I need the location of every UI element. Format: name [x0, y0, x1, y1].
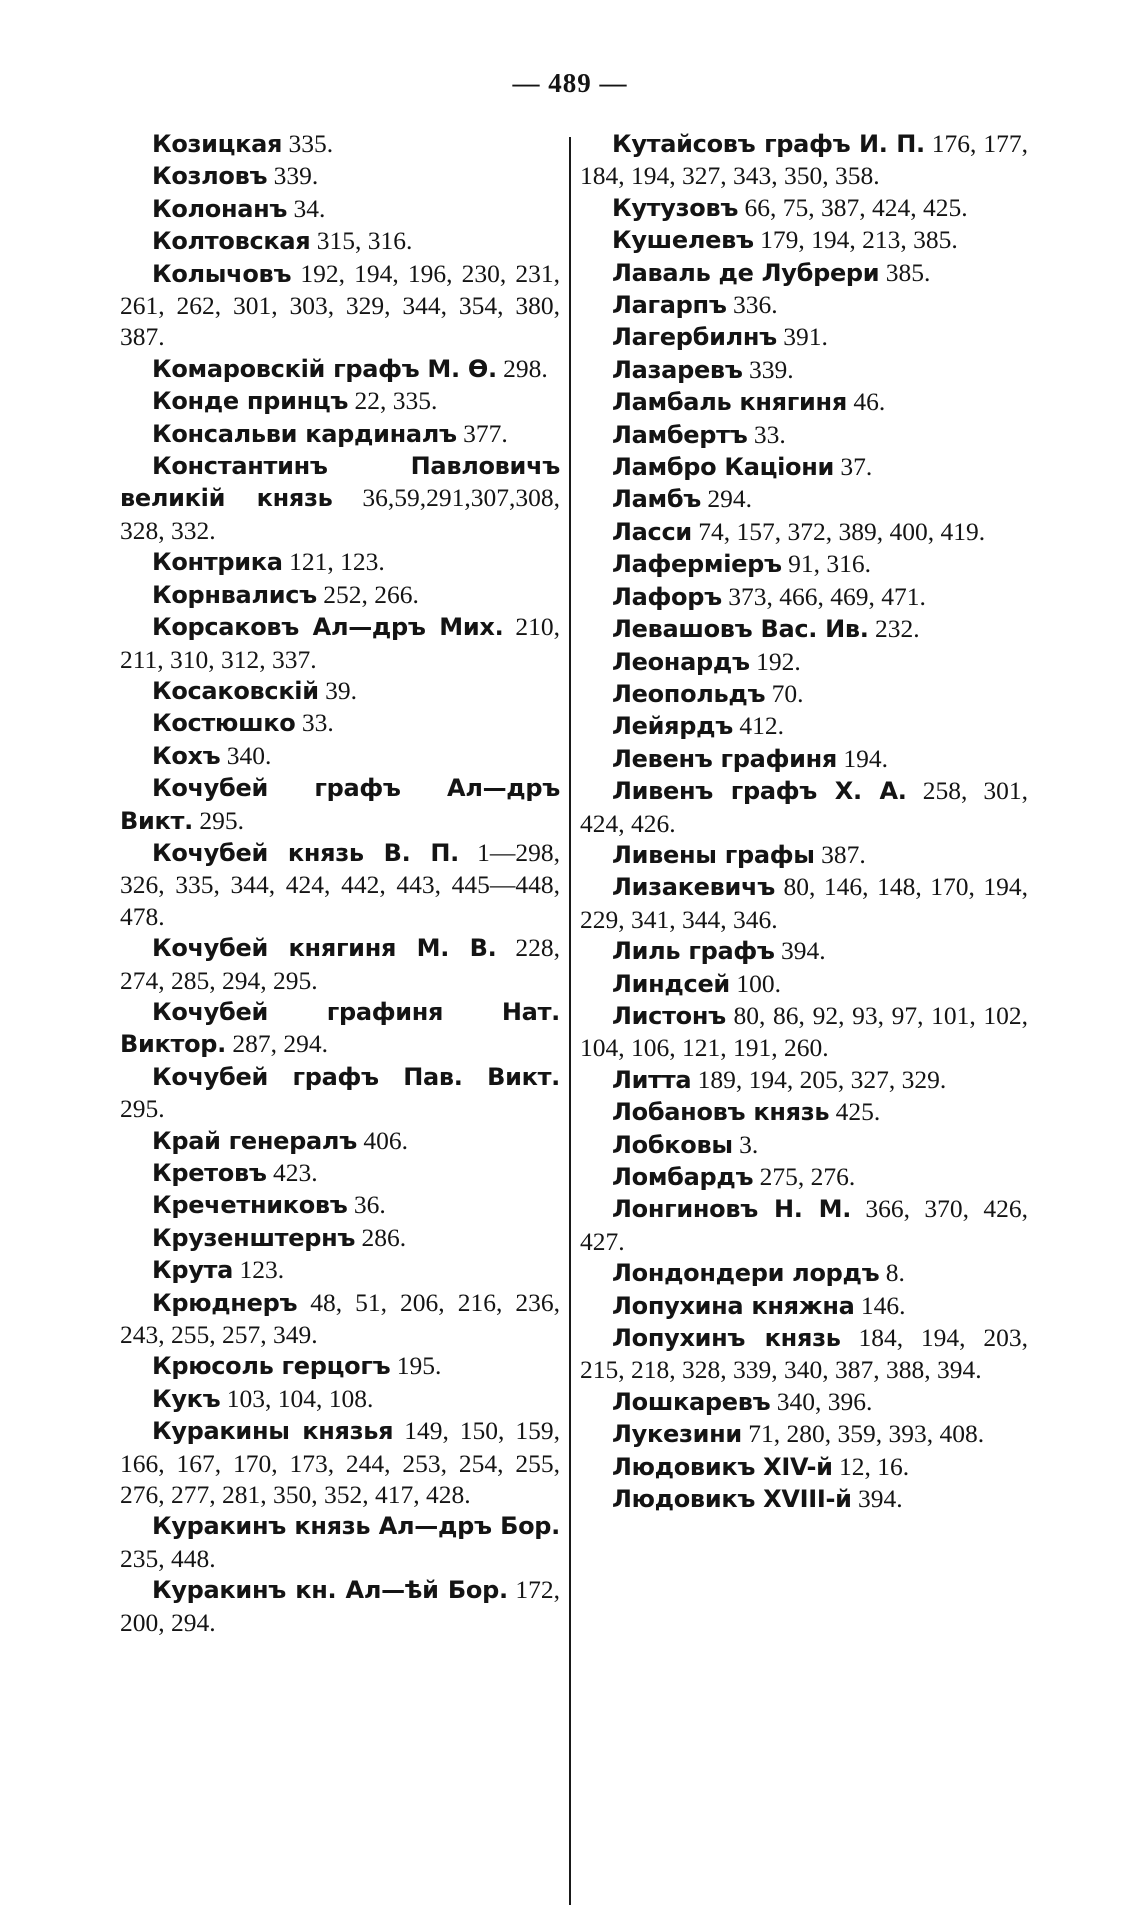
index-entry: [120, 1383, 560, 1415]
index-entry: [580, 386, 1028, 418]
entry-name: Кочубей княгиня М. В.: [152, 934, 497, 963]
column-divider: [569, 137, 571, 1905]
index-entry: [120, 675, 560, 707]
entry-name: Козловъ: [152, 162, 268, 191]
entry-page-refs: 39.: [325, 675, 358, 705]
index-entry: [120, 1254, 560, 1286]
index-entry: [580, 581, 1028, 613]
entry-page-refs: 33.: [301, 708, 334, 738]
index-entry: [580, 289, 1028, 321]
entry-page-refs: 228, 274, 285, 294, 295.: [120, 933, 560, 995]
entry-name: Кутайсовъ графъ И. П.: [612, 130, 925, 158]
index-entry: [120, 450, 560, 546]
entry-page-refs: 406.: [363, 1125, 408, 1155]
entry-page-refs: 340.: [226, 740, 272, 770]
entry-page-refs: 412.: [739, 711, 784, 741]
entry-name: Крузенштернъ: [152, 1223, 356, 1252]
index-entry: [120, 1510, 560, 1574]
entry-name: Людовикъ XVIII-й: [612, 1485, 852, 1514]
entry-name: Лобковы: [612, 1130, 733, 1159]
entry-name: Лопухинъ князь: [612, 1324, 841, 1353]
entry-name: Кочубей графиня Нат. Виктор.: [120, 997, 560, 1059]
entry-page-refs: 37.: [840, 452, 873, 482]
entry-page-refs: 210, 211, 310, 312, 337.: [120, 612, 560, 674]
index-entry: [120, 1061, 560, 1125]
entry-name: Леопольдъ: [612, 679, 766, 708]
entry-name: Листонъ: [612, 1001, 726, 1030]
index-entry: [580, 354, 1028, 386]
entry-page-refs: 36,59,291,307,308, 328, 332.: [120, 483, 560, 545]
entry-name: Ласси: [612, 517, 692, 546]
index-entry: [120, 418, 560, 450]
entry-name: Колтовская: [152, 227, 311, 256]
entry-page-refs: 339.: [748, 354, 794, 384]
entry-page-refs: 91, 316.: [788, 549, 871, 579]
entry-name: Кутузовъ: [612, 193, 739, 222]
index-entry: [580, 1451, 1028, 1483]
entry-page-refs: 232.: [875, 614, 920, 644]
entry-page-refs: 146.: [860, 1290, 906, 1320]
entry-name: Ломбардъ: [612, 1163, 754, 1191]
index-entry: [580, 516, 1028, 548]
index-entry: [580, 1322, 1028, 1386]
entry-page-refs: 3.: [739, 1129, 759, 1159]
entry-page-refs: 80, 86, 92, 93, 97, 101, 102, 104, 106, 121, 191, 260.: [580, 1000, 1029, 1063]
index-entry: [120, 128, 560, 160]
entry-name: Корсаковъ Ал—дръ Мих.: [152, 613, 504, 642]
entry-page-refs: 179, 194, 213, 385.: [760, 225, 958, 255]
index-entry: [120, 353, 560, 385]
entry-page-refs: 184, 194, 203, 215, 218, 328, 339, 340, 387, 388, 394.: [580, 1323, 1028, 1385]
index-entry: [580, 646, 1028, 678]
index-entry: [580, 839, 1028, 871]
index-entry: [120, 1574, 560, 1638]
index-entry: [120, 1287, 560, 1351]
index-entry: [580, 1483, 1028, 1515]
entry-name: Ламбро Каціони: [612, 453, 835, 482]
entry-name: Ламбертъ: [612, 420, 748, 449]
entry-page-refs: 195.: [396, 1351, 442, 1381]
entry-page-refs: 423.: [272, 1158, 318, 1187]
entry-page-refs: 394.: [858, 1484, 903, 1514]
index-entry: [120, 1189, 560, 1221]
entry-name: Лаферміеръ: [612, 550, 782, 579]
entry-page-refs: 335.: [288, 129, 334, 158]
entry-name: Кочубей графъ Пав. Викт.: [152, 1062, 560, 1091]
entry-page-refs: 340, 396.: [776, 1386, 873, 1416]
entry-page-refs: 34.: [293, 193, 326, 223]
index-entry: [120, 225, 560, 257]
index-entry: [120, 707, 560, 739]
entry-page-refs: 71, 280, 359, 393, 408.: [748, 1419, 985, 1449]
entry-name: Лагарпъ: [612, 291, 727, 320]
index-entry: [120, 579, 560, 611]
entry-page-refs: 22, 335.: [354, 386, 438, 416]
entry-page-refs: 192, 194, 196, 230, 231, 261, 262, 301, 303, 329, 344, 354, 380, 387.: [120, 258, 561, 352]
entry-page-refs: 373, 466, 469, 471.: [728, 581, 926, 611]
index-entry: [120, 611, 560, 675]
entry-name: Козицкая: [152, 130, 283, 158]
entry-name: Куракинъ князь Ал—дръ Бор.: [152, 1512, 560, 1541]
entry-page-refs: 46.: [853, 387, 886, 417]
index-entry: [580, 613, 1028, 645]
entry-name: Косаковскій: [152, 676, 319, 705]
entry-name: Кречетниковъ: [152, 1191, 348, 1220]
entry-page-refs: 123.: [239, 1255, 285, 1285]
index-entry: [120, 1125, 560, 1157]
entry-page-refs: 74, 157, 372, 389, 400, 419.: [698, 516, 986, 546]
index-entry: [580, 1386, 1028, 1418]
index-entry: [120, 546, 560, 578]
entry-page-refs: 295.: [199, 805, 244, 835]
index-entry: [120, 996, 560, 1061]
entry-page-refs: 315, 316.: [316, 226, 413, 256]
entry-name: Лиль графъ: [612, 937, 775, 966]
index-entry: [120, 772, 560, 837]
entry-name: Константинъ Павловичъ великій князь: [120, 452, 560, 513]
index-entry: [580, 1064, 1028, 1096]
entry-name: Контрика: [152, 548, 283, 577]
entry-name: Леонардъ: [612, 647, 750, 676]
index-entry: [580, 935, 1028, 967]
entry-page-refs: 192.: [756, 646, 801, 676]
entry-name: Кушелевъ: [612, 226, 754, 255]
entry-name: Линдсей: [612, 969, 730, 998]
entry-name: Костюшко: [152, 709, 296, 738]
entry-name: Кочубей графъ Ал—дръ Викт.: [120, 774, 560, 835]
entry-page-refs: 385.: [885, 257, 931, 287]
entry-page-refs: 394.: [781, 936, 826, 966]
index-entry: [580, 1290, 1028, 1322]
entry-page-refs: 1—298, 326, 335, 344, 424, 442, 443, 445—448, 478.: [120, 837, 560, 931]
index-entry: [580, 1193, 1028, 1257]
index-entry: [580, 483, 1028, 515]
index-entry: [580, 710, 1028, 742]
entry-name: Крюсоль герцогъ: [152, 1352, 391, 1381]
index-entry: [580, 321, 1028, 353]
entry-page-refs: 194.: [843, 743, 888, 773]
entry-page-refs: 287, 294.: [232, 1029, 328, 1059]
index-entry: [580, 548, 1028, 580]
entry-page-refs: 172, 200, 294.: [120, 1575, 560, 1637]
index-column-right: [580, 128, 1028, 1515]
index-entry: [580, 451, 1028, 483]
entry-page-refs: 189, 194, 205, 327, 329.: [697, 1064, 947, 1094]
index-entry: [580, 419, 1028, 451]
entry-name: Лизакевичъ: [612, 873, 775, 902]
index-entry: [580, 257, 1028, 289]
entry-page-refs: 366, 370, 426, 427.: [580, 1194, 1028, 1256]
index-entry: [120, 160, 560, 192]
entry-page-refs: 425.: [835, 1097, 881, 1127]
index-entry: [580, 224, 1028, 256]
entry-name: Ливенъ графъ Х. А.: [612, 777, 907, 806]
entry-name: Кохъ: [152, 741, 221, 770]
entry-page-refs: 339.: [273, 161, 319, 191]
entry-name: Колонанъ: [152, 194, 288, 223]
index-entry: [580, 775, 1028, 839]
index-entry: [120, 385, 560, 417]
entry-name: Куракины князья: [152, 1417, 394, 1446]
entry-name: Ламбаль княгиня: [612, 388, 847, 417]
index-entry: [120, 932, 560, 996]
entry-page-refs: 33.: [753, 419, 786, 449]
entry-name: Куракинъ кн. Ал—ѣй Бор.: [152, 1576, 508, 1605]
entry-name: Консальви кардиналъ: [152, 419, 457, 448]
entry-name: Лазаревъ: [612, 355, 743, 384]
index-entry: [580, 1129, 1028, 1161]
entry-name: Лошкаревъ: [612, 1387, 771, 1416]
entry-page-refs: 149, 150, 159, 166, 167, 170, 173, 244, 253, 254, 255, 276, 277, 281, 350, 352, 417, 428.: [120, 1416, 561, 1510]
entry-page-refs: 36.: [353, 1190, 386, 1220]
entry-name: Кукъ: [152, 1384, 221, 1413]
entry-page-refs: 286.: [361, 1222, 407, 1252]
index-entry: [120, 1222, 560, 1254]
index-entry: [120, 740, 560, 772]
entry-page-refs: 294.: [707, 484, 753, 514]
entry-page-refs: 252, 266.: [323, 579, 419, 609]
entry-page-refs: 8.: [885, 1258, 905, 1288]
entry-name: Корнвалисъ: [152, 580, 317, 609]
entry-name: Левашовъ Вас. Ив.: [612, 615, 869, 644]
entry-name: Конде принцъ: [152, 387, 349, 416]
entry-name: Левенъ графиня: [612, 744, 837, 773]
index-entry: [120, 1157, 560, 1189]
entry-name: Кочубей князь В. П.: [152, 838, 459, 867]
entry-page-refs: 391.: [783, 322, 828, 352]
index-entry: [580, 678, 1028, 710]
entry-page-refs: 100.: [736, 968, 781, 998]
entry-page-refs: 336.: [732, 290, 778, 320]
index-entry: [580, 1257, 1028, 1289]
entry-name: Лобановъ князь: [612, 1098, 830, 1127]
entry-page-refs: 258, 301, 424, 426.: [580, 776, 1029, 838]
entry-page-refs: 275, 276.: [759, 1162, 856, 1191]
index-entry: [120, 1350, 560, 1382]
page-number: — 489 —: [512, 68, 628, 98]
entry-name: Ливены графы: [612, 840, 815, 869]
entry-name: Крута: [152, 1256, 234, 1285]
index-entry: [580, 1000, 1028, 1064]
index-entry: [580, 1096, 1028, 1128]
entry-name: Комаровскій графъ М. Ө.: [152, 354, 497, 383]
index-entry: [580, 871, 1028, 935]
entry-name: Лафоръ: [612, 582, 722, 611]
entry-name: Лонгиновъ Н. М.: [612, 1195, 852, 1224]
entry-name: Людовикъ XIV-й: [612, 1452, 833, 1481]
index-entry: [120, 1415, 560, 1510]
entry-name: Лейярдъ: [612, 712, 733, 741]
index-entry: [580, 1161, 1028, 1193]
entry-page-refs: 80, 146, 148, 170, 194, 229, 341, 344, 346.: [580, 872, 1029, 934]
index-column-left: [120, 128, 560, 1638]
entry-page-refs: 12, 16.: [839, 1451, 910, 1481]
entry-name: Край генералъ: [152, 1126, 357, 1155]
entry-page-refs: 377.: [463, 418, 508, 448]
entry-page-refs: 235, 448.: [120, 1543, 216, 1573]
entry-name: Литта: [612, 1065, 692, 1094]
entry-name: Лондондери лордъ: [612, 1259, 880, 1288]
entry-name: Лопухина княжна: [612, 1291, 855, 1320]
entry-name: Лаваль де Лубрери: [612, 258, 880, 287]
index-entry: [580, 128, 1028, 192]
entry-page-refs: 295.: [120, 1094, 165, 1124]
entry-page-refs: 70.: [771, 678, 804, 708]
entry-name: Колычовъ: [152, 259, 292, 288]
index-entry: [580, 743, 1028, 775]
entry-name: Лукезини: [612, 1420, 742, 1449]
index-entry: [120, 837, 560, 932]
entry-name: Ламбъ: [612, 485, 702, 514]
entry-page-refs: 176, 177, 184, 194, 327, 343, 350, 358.: [580, 129, 1029, 191]
entry-page-refs: 66, 75, 387, 424, 425.: [744, 192, 968, 222]
index-entry: [580, 192, 1028, 224]
entry-page-refs: 48, 51, 206, 216, 236, 243, 255, 257, 349.: [120, 1287, 561, 1350]
entry-page-refs: 103, 104, 108.: [226, 1383, 374, 1413]
index-entry: [580, 1418, 1028, 1450]
entry-page-refs: 298.: [503, 353, 548, 383]
index-entry: [580, 968, 1028, 1000]
entry-page-refs: 387.: [821, 839, 866, 869]
index-entry: [120, 193, 560, 225]
entry-name: Лагербилнъ: [612, 323, 777, 352]
entry-page-refs: 121, 123.: [289, 547, 385, 577]
entry-name: Кретовъ: [152, 1159, 267, 1187]
entry-name: Крюднеръ: [152, 1288, 298, 1317]
index-entry: [120, 258, 560, 353]
